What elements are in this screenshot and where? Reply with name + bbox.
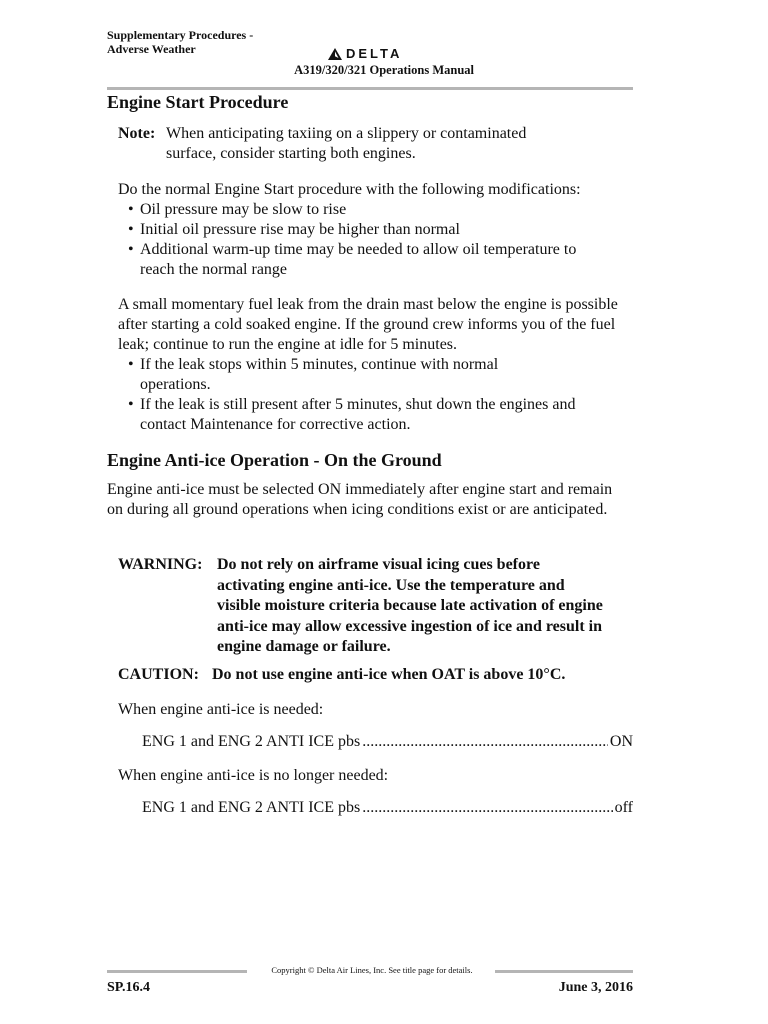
list-item: • If the leak stops within 5 minutes, continue with normal operations. [118, 355, 570, 395]
delta-logo [328, 46, 402, 61]
list-item: • If the leak is still present after 5 minutes, shut down the engines and contact Maintenance for corrective action. [118, 395, 620, 435]
warning-line1: Do not rely on airframe visual icing cues before [217, 556, 540, 573]
caution-text: Do not use engine anti-ice when OAT is above 10°C. [212, 666, 566, 683]
anti-ice-intro: Engine anti-ice must be selected ON immediately after engine start and remain on during all ground operations when icing conditions exist or are anticipated. [107, 481, 613, 518]
anti-ice-heading: Engine Anti-ice Operation - On the Ground [107, 450, 442, 470]
page-number: SP.16.4 [107, 980, 151, 995]
copyright-text: Copyright © Delta Air Lines, Inc. See title page for details. [271, 965, 473, 975]
leader-dots [362, 799, 612, 817]
modifications-intro: Do the normal Engine Start procedure with the following modifications: [118, 181, 581, 198]
section-header [107, 28, 253, 56]
step-anti-ice-on [142, 733, 633, 751]
delta-widget-icon [328, 48, 342, 60]
modifications-block [118, 180, 638, 280]
fuel-leak-text: A small momentary fuel leak from the drain mast below the engine is possible after starting a cold soaked engine. If the ground crew informs you of the fuel leak; continue to run the engine at idle for 5 minutes. [118, 296, 618, 353]
footer-divider-right [495, 970, 633, 973]
warning-text: activating engine anti-ice. Use the temperature and visible moisture criteria because late activation of engine anti-ice may allow excessive ingestion of ice and result in engine damage or failure. [217, 576, 603, 655]
note-block [118, 124, 618, 164]
note-line1: When anticipating taxiing on a slippery or contaminated [166, 125, 527, 142]
step-item: ENG 1 and ENG 2 ANTI ICE pbs [142, 733, 361, 750]
step-action: off [614, 799, 633, 816]
section-title-line1: Supplementary Procedures - [107, 28, 254, 42]
brand-name: DELTA [346, 46, 403, 61]
caution-block [118, 665, 618, 686]
when-not-needed-text: When engine anti-ice is no longer needed: [118, 767, 389, 784]
leader-dots [362, 733, 608, 751]
fuel-leak-list [118, 355, 638, 435]
section-title-line2: Adverse Weather [107, 42, 196, 56]
revision-date: June 3, 2016 [558, 980, 633, 995]
warning-label: WARNING: [118, 556, 203, 573]
header-divider [107, 87, 633, 90]
when-needed-text: When engine anti-ice is needed: [118, 701, 324, 718]
note-line2: surface, consider starting both engines. [166, 145, 416, 162]
list-item: • Additional warm-up time may be needed to allow oil temperature to reach the normal range [118, 240, 610, 280]
caution-label: CAUTION: [118, 666, 199, 683]
list-item: • Initial oil pressure rise may be higher than normal [118, 220, 638, 240]
footer-divider-left [107, 970, 247, 973]
step-anti-ice-off [142, 799, 633, 817]
modifications-list [118, 200, 638, 280]
engine-start-heading: Engine Start Procedure [107, 92, 289, 112]
manual-title: A319/320/321 Operations Manual [294, 63, 474, 77]
list-item: • Oil pressure may be slow to rise [118, 200, 638, 220]
note-label: Note: [118, 125, 156, 142]
step-action: ON [609, 733, 633, 750]
warning-block [118, 555, 618, 658]
step-item: ENG 1 and ENG 2 ANTI ICE pbs [142, 799, 361, 816]
fuel-leak-block [118, 295, 638, 435]
